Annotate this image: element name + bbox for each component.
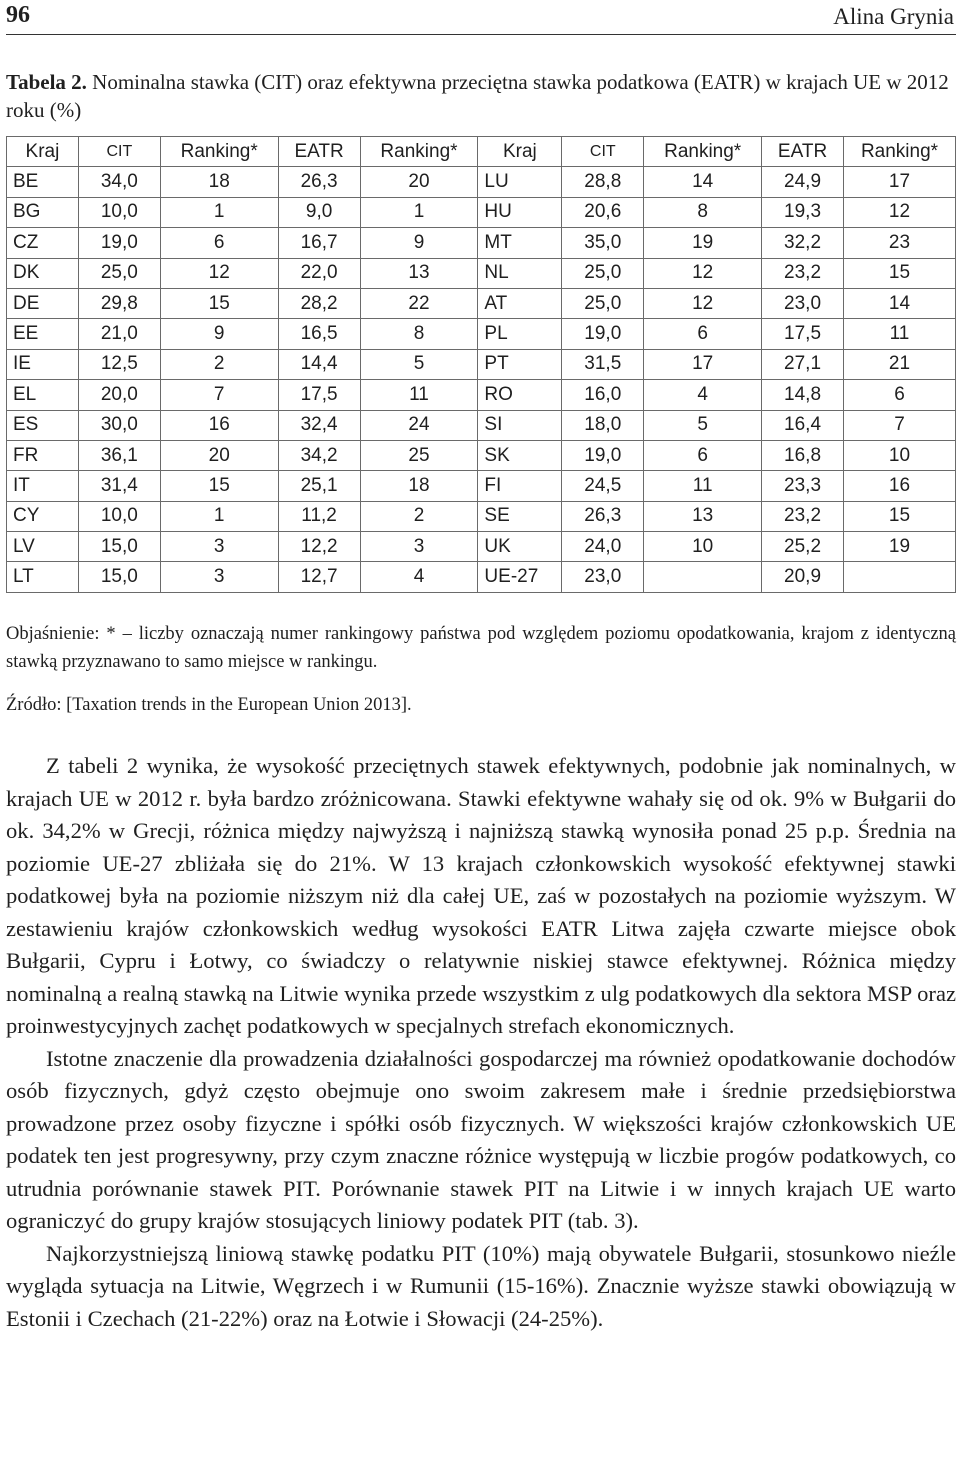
table-cell: LU [478,167,562,197]
tax-rates-table [6,136,956,593]
table-cell: EE [7,319,79,349]
paragraph: Z tabeli 2 wynika, że wysokość przeciętnych stawek efektywnych, podobnie jak nominalnych, w krajach UE w 2012 r. była bardzo zróżnicowana. Stawki efektywne wahały się od ok. 9% w Bułgarii do ok. 34,2% w Grecji, różnica między najwyższą i najniższą stawką wynosiła ponad 25 p.p. Średnia na poziomie UE-27 zbliżała się do 21%. W 13 krajach członkowskich wysokość efektywnej stawki podatkowej była na poziomie niższym niż dla całej UE, zaś w pozostałych na poziomie wyższym. W zestawieniu krajów członkowskich według wysokości EATR Litwa zajęła czwarte miejsce obok Bułgarii, Cypru i Łotwy, co świadczy o relatywnie niskiej stawce efektywnej. Różnica między nominalną a realną stawką na Litwie wynika przede wszystkim z ulg podatkowych dla sektora MSP oraz proinwestycyjnych zachęt podatkowych w specjalnych strefach ekonomicznych. [6,753,956,1038]
table-cell: LT [7,562,79,592]
table-cell: CZ [7,228,79,258]
table-cell: PL [478,319,562,349]
table-cell: 1 [160,501,278,531]
running-head-author: Alina Grynia [833,4,954,29]
table-cell: 19,0 [562,319,644,349]
table-cell: 14,4 [278,349,360,379]
table-row [7,532,956,562]
column-header: EATR [278,137,360,167]
table-cell: 2 [160,349,278,379]
table-cell: DE [7,288,79,318]
table-cell: 25,0 [562,288,644,318]
table-cell: 20 [360,167,478,197]
table-cell: 17 [644,349,762,379]
table-cell: 12 [160,258,278,288]
table-caption [6,68,954,124]
table-cell: 1 [160,197,278,227]
table-cell: 7 [844,410,956,440]
paragraph: Istotne znaczenie dla prowadzenia działalności gospodarczej ma również opodatkowanie dochodów osób fizycznych, gdyż często obejmuje ono swoim zakresem małe i średnie przedsiębiorstwa prowadzone przez osoby fizyczne i spółki osób fizycznych. W większości krajów członkowskich UE podatek ten jest progresywny, przy czym znaczne różnice występują w liczbie progów podatkowych, co utrudnia porównanie stawek PIT. Porównanie stawek PIT na Litwie i w innych krajach UE warto ograniczyć do grupy krajów stosujących liniowy podatek PIT (tab. 3). [6,1045,956,1233]
table-cell: 20,0 [78,380,160,410]
table-cell: 2 [360,501,478,531]
table-row [7,197,956,227]
page-number: 96 [6,2,30,28]
table-cell: UE-27 [478,562,562,592]
table-cell: FR [7,440,79,470]
table-cell: 10,0 [78,197,160,227]
table-cell: 9,0 [278,197,360,227]
table-cell: 4 [644,380,762,410]
table-cell: 17 [844,167,956,197]
table-cell: 6 [644,319,762,349]
table-cell: 24,0 [562,532,644,562]
table-cell: 6 [644,440,762,470]
table-cell: BG [7,197,79,227]
table-row [7,380,956,410]
table-row [7,167,956,197]
table-cell: 12,5 [78,349,160,379]
table-header-row [7,137,956,167]
table-cell: 32,2 [762,228,844,258]
table-cell: 5 [360,349,478,379]
table-cell: HU [478,197,562,227]
table-cell: DK [7,258,79,288]
column-header: Ranking* [644,137,762,167]
table-cell: 25,2 [762,532,844,562]
column-header: Kraj [478,137,562,167]
table-cell: 29,8 [78,288,160,318]
table-cell: ES [7,410,79,440]
table-cell: 31,5 [562,349,644,379]
table-cell: 16,7 [278,228,360,258]
table-cell: 25,1 [278,471,360,501]
table-cell: 19,3 [762,197,844,227]
table-row [7,471,956,501]
table-row [7,349,956,379]
table-cell: 16,5 [278,319,360,349]
table-cell: 11 [360,380,478,410]
table-cell: 23,3 [762,471,844,501]
table-cell: 4 [360,562,478,592]
table-cell: 14 [844,288,956,318]
table-cell: 9 [360,228,478,258]
table-cell: 23,2 [762,258,844,288]
table-cell: 28,2 [278,288,360,318]
table-row [7,501,956,531]
table-cell: 16,0 [562,380,644,410]
table-cell: 20,6 [562,197,644,227]
table-cell: 19 [844,532,956,562]
table-cell: 19 [644,228,762,258]
table-cell: 36,1 [78,440,160,470]
table-cell: 25 [360,440,478,470]
header-rule [6,34,956,35]
table-cell: PT [478,349,562,379]
table-cell: 16,8 [762,440,844,470]
table-cell: 14,8 [762,380,844,410]
table-cell: 30,0 [78,410,160,440]
table-cell: AT [478,288,562,318]
table-cell: 15,0 [78,532,160,562]
table-cell: 24 [360,410,478,440]
table-cell: 21,0 [78,319,160,349]
table-row [7,288,956,318]
table-cell: SK [478,440,562,470]
column-header: Ranking* [360,137,478,167]
table-cell: EL [7,380,79,410]
table-cell: 11 [644,471,762,501]
table-row [7,258,956,288]
column-header: CIT [78,137,160,167]
table-cell: SE [478,501,562,531]
table-cell: 1 [360,197,478,227]
table-cell: 18,0 [562,410,644,440]
table-row [7,319,956,349]
table-cell: IT [7,471,79,501]
table-cell: 25,0 [562,258,644,288]
table-explanation-note: Objaśnienie: * – liczby oznaczają numer rankingowy państwa pod względem poziomu opodatkowania, krajom z identyczną stawką przyznawano to samo miejsce w rankingu. [6,624,956,672]
table-cell: 23,0 [562,562,644,592]
table-row [7,440,956,470]
table-cell: 17,5 [762,319,844,349]
table-row [7,410,956,440]
table-cell: 15 [160,471,278,501]
table-cell: 23,2 [762,501,844,531]
running-head [6,0,954,34]
table-cell: FI [478,471,562,501]
column-header: EATR [762,137,844,167]
paragraph: Najkorzystniejszą liniową stawkę podatku PIT (10%) mają obywatele Bułgarii, stosunkowo nieźle wygląda sytuacja na Litwie, Węgrzech i w Rumunii (15-16%). Znacznie wyższe stawki obowiązują w Estonii i Czechach (21-22%) oraz na Łotwie i Słowacji (24-25%). [6,1240,956,1331]
table-cell: 14 [644,167,762,197]
table-cell: 28,8 [562,167,644,197]
table-cell: 24,5 [562,471,644,501]
body-text [6,750,956,1335]
table-cell: RO [478,380,562,410]
table-cell: 6 [160,228,278,258]
table-cell: MT [478,228,562,258]
table-cell: 8 [644,197,762,227]
table-body [7,167,956,592]
table-cell: CY [7,501,79,531]
table-cell: 12,7 [278,562,360,592]
table-cell: 35,0 [562,228,644,258]
table-cell: 27,1 [762,349,844,379]
table-cell: 3 [160,532,278,562]
table-cell: 20 [160,440,278,470]
table-cell: 13 [360,258,478,288]
table-cell: 22 [360,288,478,318]
table-cell: 15 [844,501,956,531]
table-row [7,562,956,592]
table-cell: 23 [844,228,956,258]
table-cell: 5 [644,410,762,440]
table-cell: 26,3 [278,167,360,197]
table-cell: 17,5 [278,380,360,410]
table-cell: 20,9 [762,562,844,592]
table-cell: 10,0 [78,501,160,531]
table-source-note: Źródło: [Taxation trends in the European Union 2013]. [6,695,412,715]
table-cell: LV [7,532,79,562]
table-cell: 15,0 [78,562,160,592]
table-cell: 26,3 [562,501,644,531]
table-caption-label: Tabela 2. [6,70,87,94]
table-cell: 3 [360,532,478,562]
table-caption-text: Nominalna stawka (CIT) oraz efektywna przeciętna stawka podatkowa (EATR) w krajach UE w 2012 roku (%) [6,70,949,122]
table-row [7,228,956,258]
table-cell: BE [7,167,79,197]
table-cell: 11 [844,319,956,349]
table-cell: 19,0 [78,228,160,258]
table-cell: 32,4 [278,410,360,440]
table-cell: 34,0 [78,167,160,197]
table-cell [844,562,956,592]
column-header: Kraj [7,137,79,167]
table-cell: 8 [360,319,478,349]
table-cell: 6 [844,380,956,410]
table-cell: 25,0 [78,258,160,288]
table-cell: 18 [160,167,278,197]
table-cell: 7 [160,380,278,410]
table-cell: SI [478,410,562,440]
column-header: Ranking* [844,137,956,167]
table-cell: 18 [360,471,478,501]
table-cell: 21 [844,349,956,379]
table-cell: 9 [160,319,278,349]
table-cell: 31,4 [78,471,160,501]
table-cell: 12 [644,288,762,318]
table-cell: 34,2 [278,440,360,470]
table-cell: NL [478,258,562,288]
table-cell: UK [478,532,562,562]
table-cell: 10 [644,532,762,562]
table-cell [644,562,762,592]
table-cell: 12,2 [278,532,360,562]
table-cell: 3 [160,562,278,592]
table-cell: IE [7,349,79,379]
table-cell: 16,4 [762,410,844,440]
table-cell: 16 [844,471,956,501]
table-cell: 23,0 [762,288,844,318]
table-cell: 11,2 [278,501,360,531]
table-cell: 12 [644,258,762,288]
column-header: CIT [562,137,644,167]
table-cell: 22,0 [278,258,360,288]
table-cell: 16 [160,410,278,440]
table-cell: 15 [160,288,278,318]
table-cell: 12 [844,197,956,227]
table-cell: 15 [844,258,956,288]
table-cell: 13 [644,501,762,531]
table-cell: 19,0 [562,440,644,470]
table-cell: 24,9 [762,167,844,197]
table-cell: 10 [844,440,956,470]
column-header: Ranking* [160,137,278,167]
